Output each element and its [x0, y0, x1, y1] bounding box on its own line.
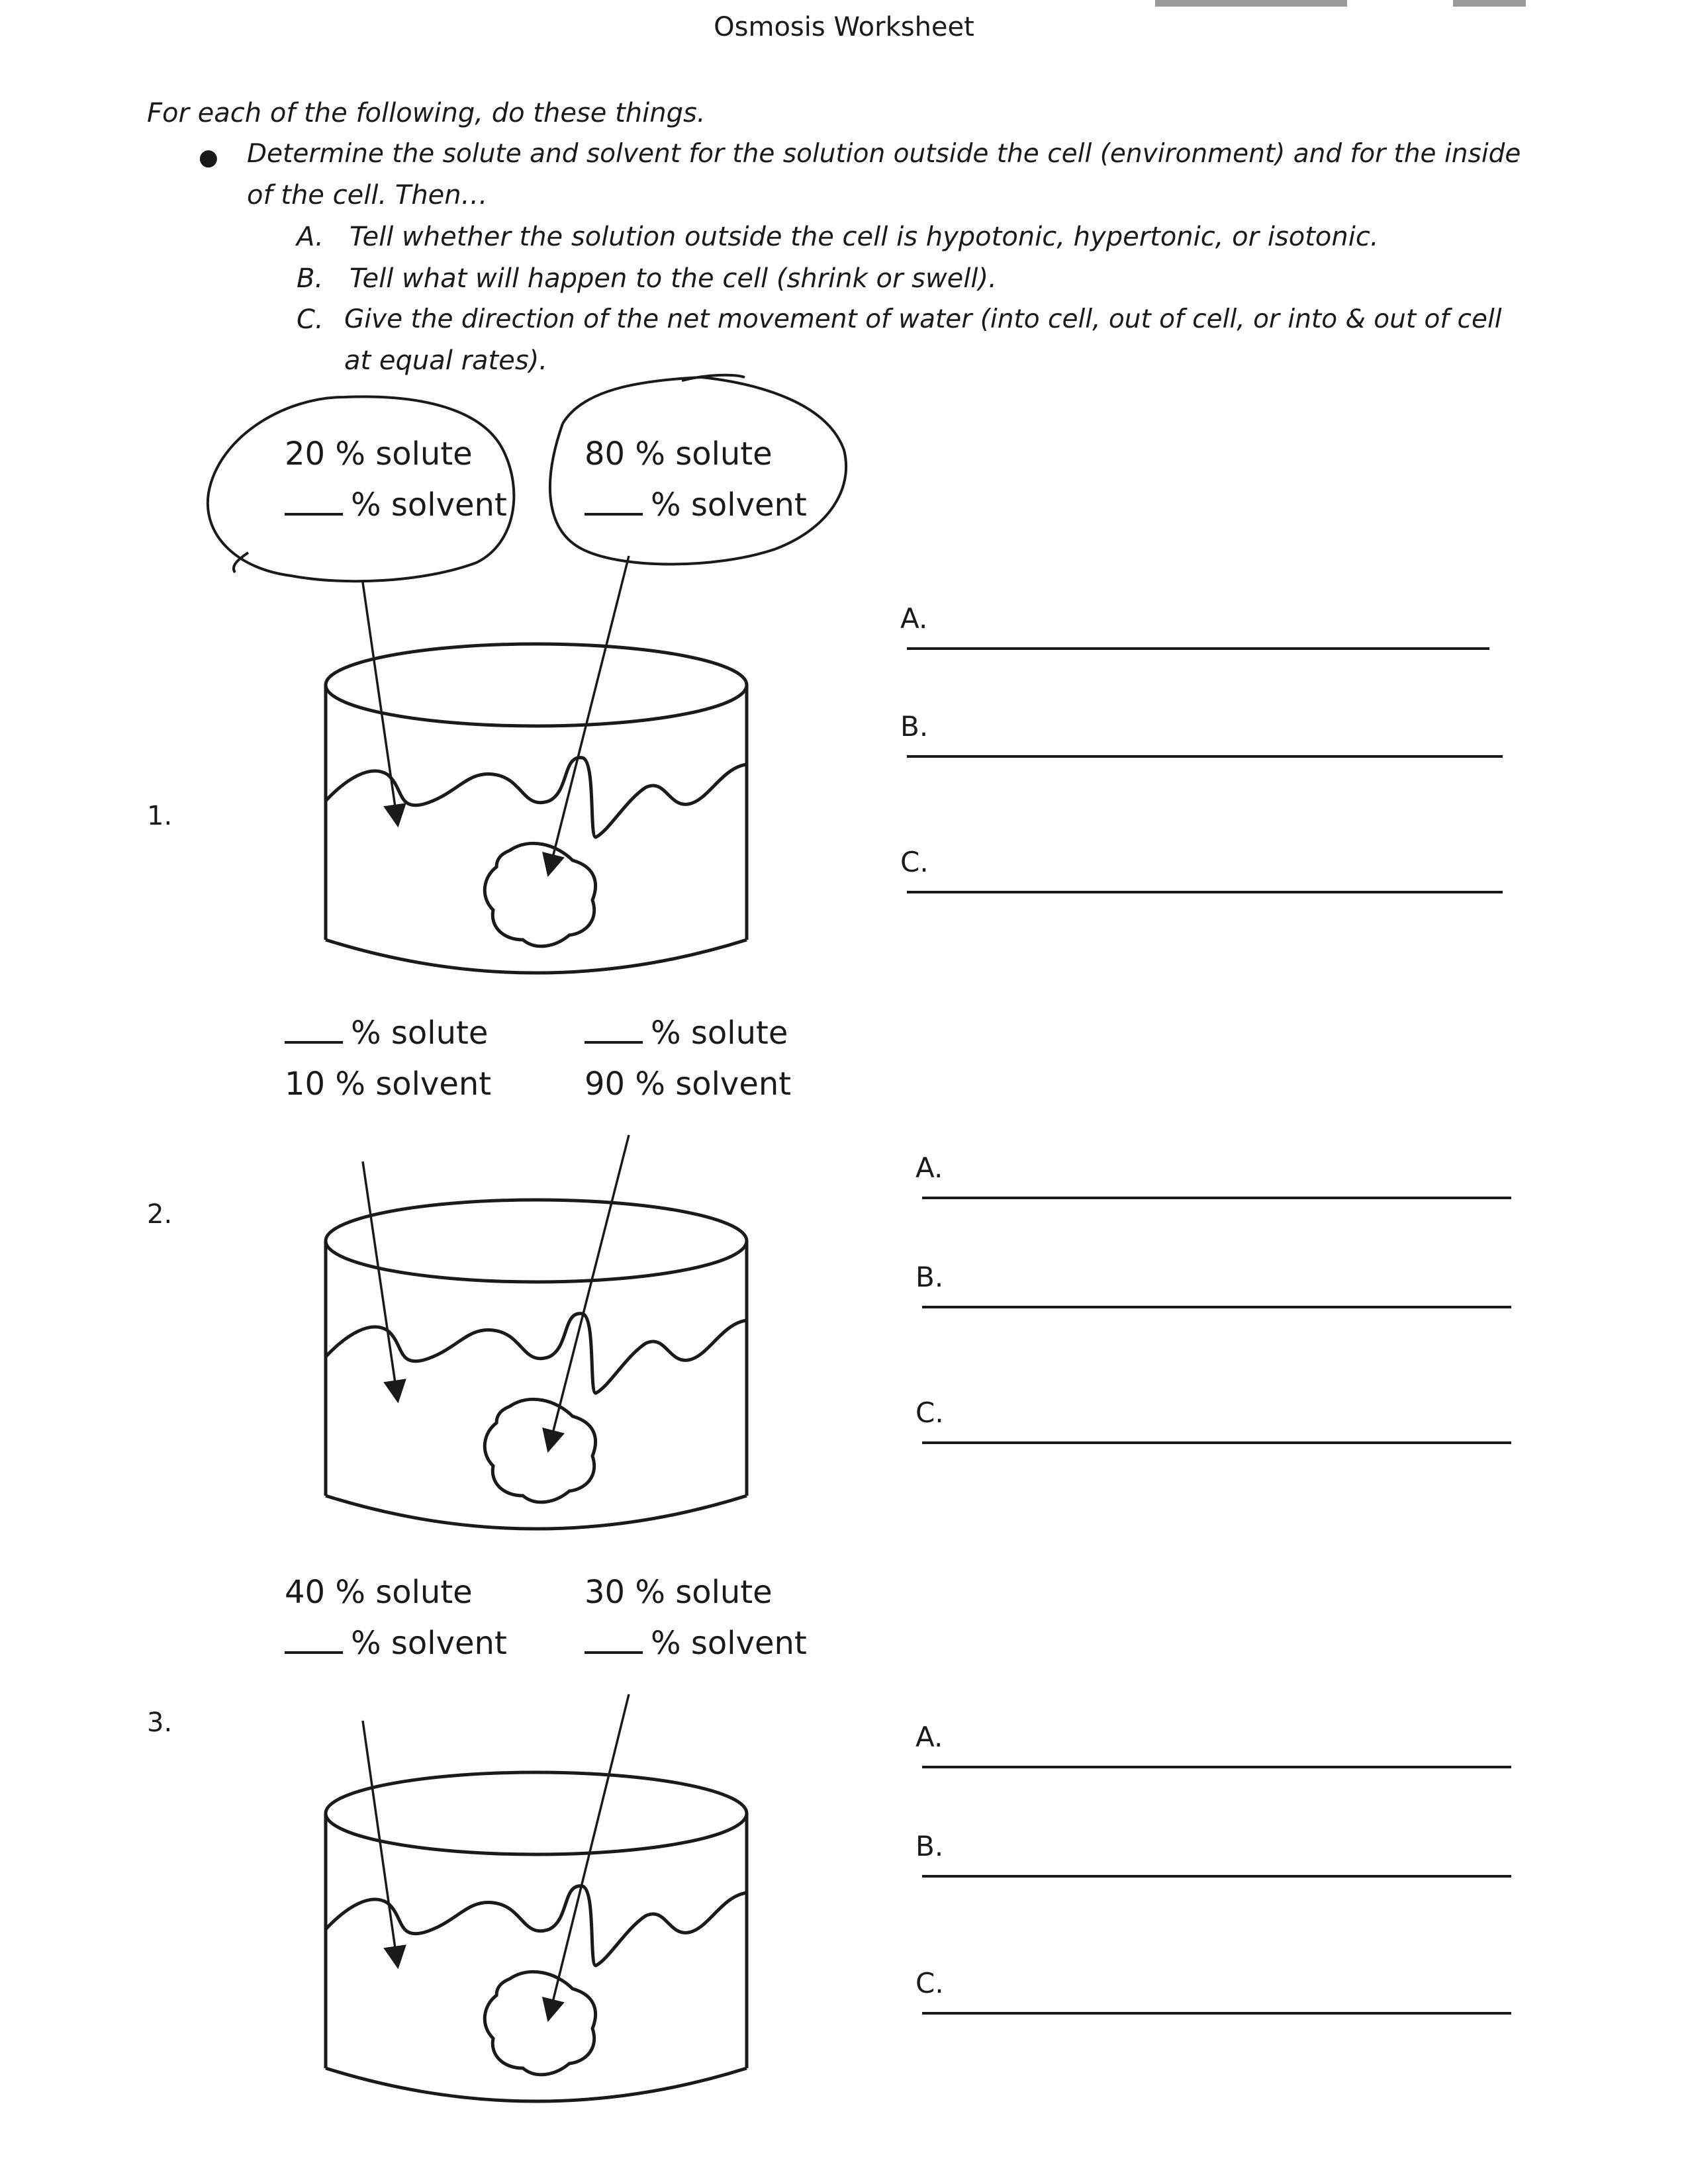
- answer-letter: A.: [915, 1721, 943, 1753]
- problem-2-beaker: [326, 1200, 747, 1529]
- problem-1-outside-solvent: % solvent: [285, 486, 507, 523]
- problem-2-outside-solvent: 10 % solvent: [285, 1066, 492, 1103]
- problem-2-outside-arrow: [363, 1161, 397, 1396]
- problem-1-inside-solute: 80 % solute: [585, 435, 773, 473]
- answer-letter: C.: [915, 1396, 944, 1429]
- problem-2-inside-arrow: [549, 1135, 629, 1446]
- problem-3-inside-solute: 30 % solute: [585, 1574, 773, 1611]
- problem-3-beaker: [326, 1772, 747, 2101]
- problem-3-outside-solute: 40 % solute: [285, 1574, 473, 1611]
- instructions-intro: For each of the following, do these things.: [147, 98, 706, 128]
- answer-letter: B.: [900, 710, 929, 743]
- worksheet-title: Osmosis Worksheet: [714, 12, 974, 42]
- bullet-dot: ●: [199, 144, 218, 171]
- problem-2-outside-solute: % solute: [285, 1015, 488, 1052]
- answer-letter: B.: [915, 1830, 944, 1862]
- problem-1-number: 1.: [147, 801, 173, 831]
- problem-3-inside-solvent: % solvent: [585, 1625, 807, 1662]
- step-b-marker: B.: [297, 263, 324, 294]
- step-c-marker: C.: [297, 304, 324, 335]
- problem-1-outside-arrow: [363, 582, 397, 821]
- problem-3-outside-arrow: [363, 1721, 397, 1962]
- problem-3-outside-solvent: % solvent: [285, 1625, 507, 1662]
- answer-letter: C.: [900, 846, 929, 878]
- problem-3-number: 3.: [147, 1707, 173, 1738]
- problem-2-inside-solute: % solute: [585, 1015, 788, 1052]
- problem-1-inside-circle: [550, 375, 846, 565]
- step-c-continuation: at equal rates).: [344, 345, 548, 376]
- answer-letter: C.: [915, 1967, 944, 1999]
- step-a-text: Tell whether the solution outside the cell is hypotonic, hypertonic, or isotonic.: [350, 222, 1379, 252]
- step-a-marker: A.: [297, 222, 324, 252]
- step-c-text: Give the direction of the net movement of water (into cell, out of cell, or into & out of cell: [344, 304, 1502, 334]
- answer-letter: A.: [915, 1152, 943, 1184]
- problem-1-outside-circle: [208, 396, 514, 581]
- problem-1-outside-solute: 20 % solute: [285, 435, 473, 473]
- problem-1-beaker: [326, 644, 747, 973]
- problem-2-number: 2.: [147, 1199, 173, 1230]
- instructions-bullet-line1: Determine the solute and solvent for the solution outside the cell (environment) and for the inside: [247, 139, 1521, 169]
- answer-letter: B.: [915, 1261, 944, 1293]
- problem-1-inside-arrow: [549, 556, 629, 870]
- problem-2-inside-solvent: 90 % solvent: [585, 1066, 792, 1103]
- instructions-bullet-line2: of the cell. Then…: [247, 180, 488, 210]
- problem-1-inside-solvent: % solvent: [585, 486, 807, 523]
- answer-letter: A.: [900, 602, 928, 635]
- step-b-text: Tell what will happen to the cell (shrink or swell).: [350, 263, 997, 294]
